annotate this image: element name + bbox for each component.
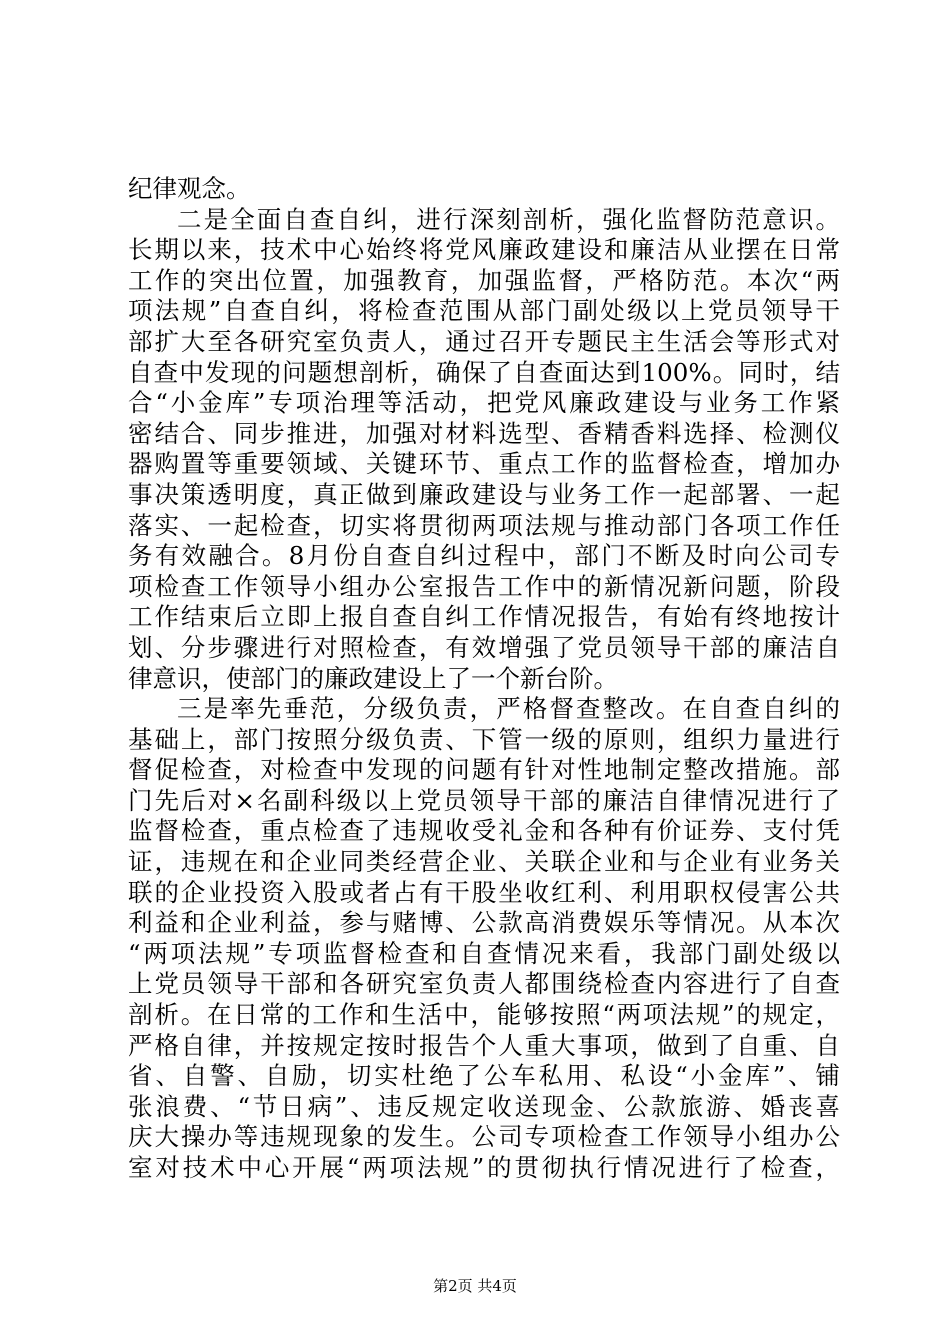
text-line: 上党员领导干部和各研究室负责人都围绕检查内容进行了自查 xyxy=(128,969,840,999)
text-line: 律意识，使部门的廉政建设上了一个新台阶。 xyxy=(128,663,618,693)
text-line: 落实、一起检查，切实将贯彻两项法规与推动部门各项工作任 xyxy=(128,510,840,540)
text-line: 划、分步骤进行对照检查，有效增强了党员领导干部的廉洁自 xyxy=(128,632,840,662)
text-line: 监督检查，重点检查了违规收受礼金和各种有价证券、支付凭 xyxy=(128,816,840,846)
text-line: 纪律观念。 xyxy=(128,174,251,203)
text-line: 室对技术中心开展“两项法规”的贯彻执行情况进行了检查， xyxy=(128,1153,840,1182)
text-line: 二是全面自查自纠，进行深刻剖析，强化监督防范意识。 xyxy=(177,204,840,234)
text-line: 合“小金库”专项治理等活动，把党风廉政建设与业务工作紧 xyxy=(128,388,840,418)
text-line: 密结合、同步推进，加强对材料选型、香精香料选择、检测仪 xyxy=(128,418,840,448)
text-line: 项法规”自查自纠，将检查范围从部门副处级以上党员领导干 xyxy=(128,296,840,326)
text-line: 省、自警、自励，切实杜绝了公车私用、私设“小金库”、铺 xyxy=(128,1061,840,1091)
text-line: 事决策透明度，真正做到廉政建设与业务工作一起部署、一起 xyxy=(128,479,840,509)
text-line: 张浪费、“节日病”、违反规定收送现金、公款旅游、婚丧喜 xyxy=(128,1091,840,1121)
text-line: 严格自律，并按规定按时报告个人重大事项，做到了自重、自 xyxy=(128,1030,840,1060)
text-line: 联的企业投资入股或者占有干股坐收红利、利用职权侵害公共 xyxy=(128,877,840,907)
text-line: 自查中发现的问题想剖析，确保了自查面达到100%。同时，结 xyxy=(128,357,840,387)
text-line: 剖析。在日常的工作和生活中，能够按照“两项法规”的规定， xyxy=(128,1000,840,1030)
text-line: 门先后对×名副科级以上党员领导干部的廉洁自律情况进行了 xyxy=(128,785,840,815)
text-line: 证，违规在和企业同类经营企业、关联企业和与企业有业务关 xyxy=(128,847,840,877)
text-line: 工作的突出位置，加强教育，加强监督，严格防范。本次“两 xyxy=(128,265,840,295)
text-line: 三是率先垂范，分级负责，严格督查整改。在自查自纠的 xyxy=(177,694,840,724)
text-line: “两项法规”专项监督检查和自查情况来看，我部门副处级以 xyxy=(128,938,840,968)
text-line: 器购置等重要领域、关键环节、重点工作的监督检查，增加办 xyxy=(128,449,840,479)
document-body xyxy=(128,174,840,1184)
text-line: 庆大操办等违规现象的发生。公司专项检查工作领导小组办公 xyxy=(128,1122,840,1152)
text-line: 基础上，部门按照分级负责、下管一级的原则，组织力量进行 xyxy=(128,724,840,754)
text-line: 项检查工作领导小组办公室报告工作中的新情况新问题，阶段 xyxy=(128,571,840,601)
text-line: 工作结束后立即上报自查自纠工作情况报告，有始有终地按计 xyxy=(128,602,840,632)
text-line: 部扩大至各研究室负责人，通过召开专题民主生活会等形式对 xyxy=(128,326,840,356)
text-line: 务有效融合。8月份自查自纠过程中，部门不断及时向公司专 xyxy=(128,541,840,571)
page-number-footer: 第2页 共4页 xyxy=(433,1277,517,1295)
text-line: 利益和企业利益，参与赌博、公款高消费娱乐等情况。从本次 xyxy=(128,908,840,938)
text-line: 长期以来，技术中心始终将党风廉政建设和廉洁从业摆在日常 xyxy=(128,235,840,265)
text-line: 督促检查，对检查中发现的问题有针对性地制定整改措施。部 xyxy=(128,755,840,785)
